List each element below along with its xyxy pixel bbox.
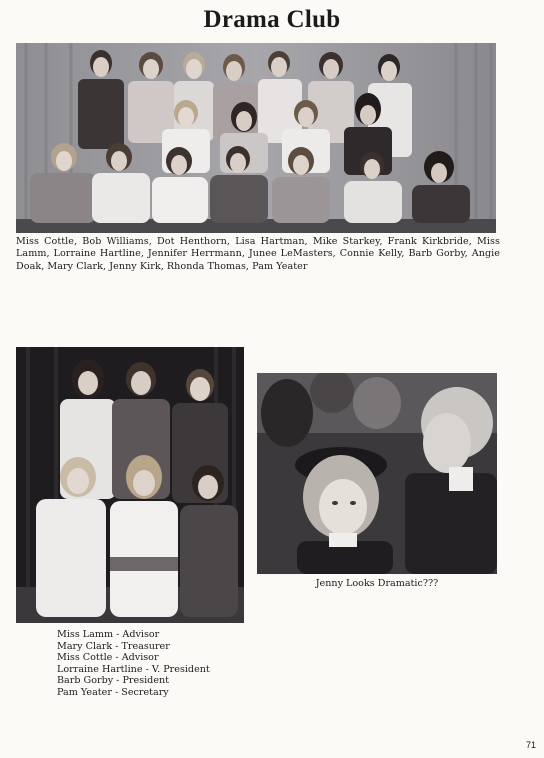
page-title: Drama Club	[203, 6, 341, 33]
officer-entry: Miss Cottle - Advisor	[57, 652, 159, 664]
officers-list	[57, 629, 210, 699]
officer-entry: Pam Yeater - Secretary	[57, 686, 169, 698]
officer-entry: Barb Gorby - President	[57, 675, 170, 687]
candid-photo-caption: Jenny Looks Dramatic???	[315, 578, 439, 589]
officers-photo-image	[16, 347, 244, 623]
candid-photo-image	[257, 373, 497, 574]
group-photo	[16, 43, 496, 233]
group-photo-image	[16, 43, 496, 233]
group-photo-caption: Miss Cottle, Bob Williams, Dot Henthorn, Lisa Hartman, Mike Starkey, Frank Kirkbride, Miss Lamm, Lorraine Hartline, Jennifer Herrmann, Junee LeMasters, Connie Kelly, Barb Gorby, Angie Doak, Mary Clark, Jenny Kirk, Rhonda Thomas, Pam Yeater	[16, 236, 500, 272]
officer-entry: Mary Clark - Treasurer	[57, 640, 170, 652]
officers-photo	[16, 347, 244, 623]
officer-entry: Miss Lamm - Advisor	[57, 629, 160, 640]
candid-photo	[257, 373, 497, 574]
officer-entry: Lorraine Hartline - V. President	[57, 663, 210, 675]
page-number: 71	[525, 740, 536, 750]
